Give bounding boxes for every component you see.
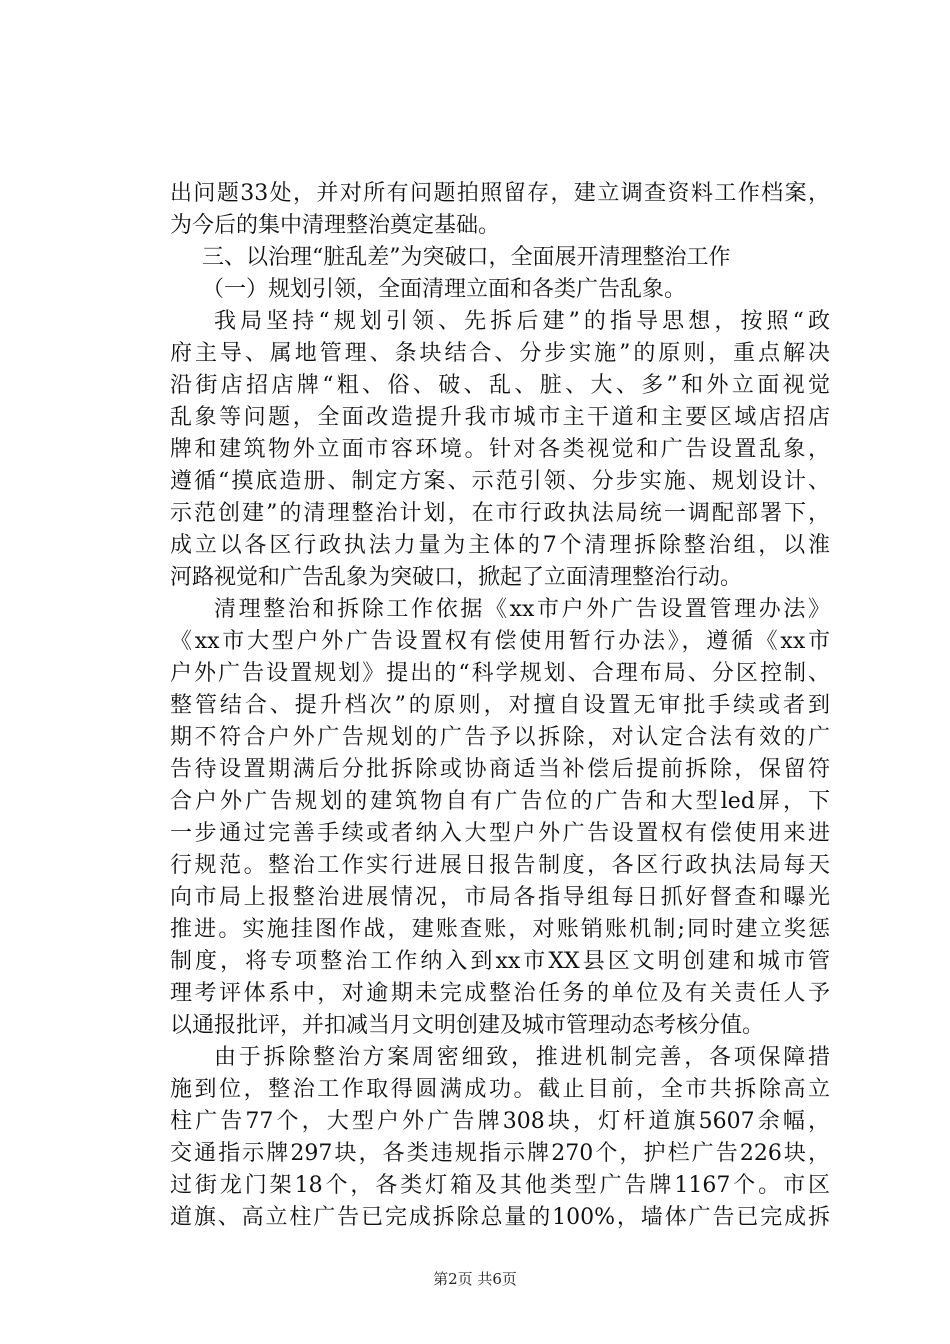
text-line: 一步通过完善手续或者纳入大型户外广告设置权有偿使用来进 xyxy=(170,821,830,846)
text-line: 期不符合户外广告规划的广告予以拆除，对认定合法有效的广 xyxy=(170,725,830,750)
text-line: 行规范。整治工作实行进展日报告制度，各区行政执法局每天 xyxy=(170,853,830,878)
text-line: 遵循“摸底造册、制定方案、示范引领、分步实施、规划设计、 xyxy=(170,469,830,494)
text-line: 成立以各区行政执法力量为主体的7个清理拆除整治组，以淮 xyxy=(170,533,830,558)
text-line: 施到位，整治工作取得圆满成功。截止目前，全市共拆除高立 xyxy=(170,1077,830,1102)
text-line: 柱广告77个，大型户外广告牌308块，灯杆道旗5607余幅， xyxy=(170,1109,830,1134)
text-line: 告待设置期满后分批拆除或协商适当补偿后提前拆除，保留符 xyxy=(170,757,830,782)
text-line: 合户外广告规划的建筑物自有广告位的广告和大型led屏，下 xyxy=(170,789,830,814)
text-line: 沿街店招店牌“粗、俗、破、乱、脏、大、多”和外立面视觉 xyxy=(170,373,830,398)
text-line: 整管结合、提升档次”的原则，对擅自设置无审批手续或者到 xyxy=(170,693,830,718)
page-number-footer: 第2页 共6页 xyxy=(433,1270,517,1288)
text-line: 推进。实施挂图作战，建账查账，对账销账机制;同时建立奖惩 xyxy=(170,917,830,942)
text-line: 府主导、属地管理、条块结合、分步实施”的原则，重点解决 xyxy=(170,341,830,366)
text-line: 制度，将专项整治工作纳入到xx市XX县区文明创建和城市管 xyxy=(170,949,830,974)
text-line: 户外广告设置规划》提出的“科学规划、合理布局、分区控制、 xyxy=(170,661,830,686)
text-line: 出问题33处，并对所有问题拍照留存，建立调查资料工作档案， xyxy=(170,181,830,206)
text-line: 乱象等问题，全面改造提升我市城市主干道和主要区域店招店 xyxy=(170,405,830,430)
document-body xyxy=(170,178,830,1234)
text-line: 向市局上报整治进展情况，市局各指导组每日抓好督查和曝光 xyxy=(170,885,830,910)
text-line: 理考评体系中，对逾期未完成整治任务的单位及有关责任人予 xyxy=(170,981,830,1006)
text-line: 道旗、高立柱广告已完成拆除总量的100%，墙体广告已完成拆 xyxy=(170,1205,830,1230)
text-line: 过街龙门架18个，各类灯箱及其他类型广告牌1167个。市区 xyxy=(170,1173,830,1198)
text-line: 交通指示牌297块，各类违规指示牌270个，护栏广告226块， xyxy=(170,1141,830,1166)
text-line: 为今后的集中清理整治奠定基础。 xyxy=(170,213,501,238)
text-line: 《xx市大型户外广告设置权有偿使用暂行办法》，遵循《xx市 xyxy=(170,629,830,654)
subsection-heading: （一）规划引领，全面清理立面和各类广告乱象。 xyxy=(202,277,687,302)
text-line: 清理整治和拆除工作依据《xx市户外广告设置管理办法》 xyxy=(214,597,830,622)
text-line: 牌和建筑物外立面市容环境。针对各类视觉和广告设置乱象， xyxy=(170,437,830,462)
text-line: 以通报批评，并扣减当月文明创建及城市管理动态考核分值。 xyxy=(170,1013,765,1038)
section-heading: 三、以治理“脏乱差”为突破口，全面展开清理整治工作 xyxy=(202,245,731,270)
text-line: 河路视觉和广告乱象为突破口，掀起了立面清理整治行动。 xyxy=(170,565,743,590)
text-line: 由于拆除整治方案周密细致，推进机制完善，各项保障措 xyxy=(214,1045,830,1070)
text-line: 我局坚持“规划引领、先拆后建”的指导思想，按照“政 xyxy=(214,309,830,334)
text-line: 示范创建”的清理整治计划，在市行政执法局统一调配部署下， xyxy=(170,501,830,526)
